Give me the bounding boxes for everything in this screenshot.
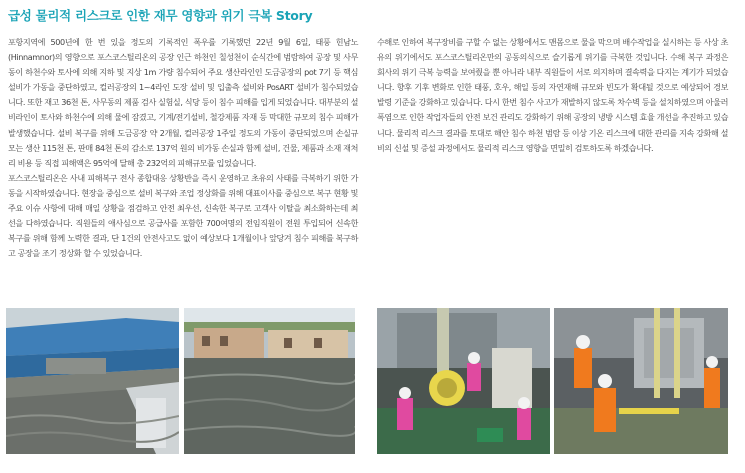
page-title: 급성 물리적 리스크로 인한 재무 영향과 위기 극복 Story bbox=[8, 8, 313, 23]
workers-cleaning-machinery-photo bbox=[377, 308, 550, 454]
body-paragraph: 포스코스틸리온은 사내 피해복구 전사 종합대응 상황반을 즉시 운영하고 초유의 사태를 극복하기 위한 가동을 시작하였습니다. 현장을 중심으로 설비 복구와 조업 정상화를 위해 대표이사를 중심으로 복구 현황 및 주요 이슈 사항에 대해 매일 상황을 점검하고 안전 최우선, 신속한 복구로 고객사 이탈을 최소화하는데 최선을 다하였습니다. 직원들의 애사심으로 공급사를 포함한 700여명의 전임직원이 전원 투입되어 신속한 복구를 위해 함께 노력한 결과, 단 1건의 안전사고도 없이 예상보다 1개월이나 앞당겨 침수 피해를 복구하고 공장을 조기 정상화 할 수 있었습니다. bbox=[8, 172, 358, 259]
right-column bbox=[377, 35, 728, 156]
workers-repairing-equipment-photo bbox=[554, 308, 728, 454]
flooded-factory-roof-photo bbox=[6, 308, 179, 454]
body-paragraph: 수해로 인하여 복구장비를 구할 수 없는 상황에서도 맨몸으로 물을 막으며 배수작업을 실시하는 등 사상 초유의 위기에서도 포스코스틸리온만의 공동의식으로 슬기롭게 위기를 극복한 것입니다. 수해 복구 과정은 회사의 위기 극복 능력을 보여줬을 뿐 아니라 내부 직원들이 서로 의지하며 결속력을 다지는 계기가 되었습니다. 향후 기후 변화로 인한 태풍, 호우, 해일 등의 자연재해 규모와 빈도가 확대될 것으로 예상되어 경보 발령 기준을 강화하고 있습니다. 다시 한번 침수 사고가 재발하지 않도록 차수벽 등을 설치하였으며 아울러 폭염으로 인한 작업자들의 안전 보건 관리도 강화하기 위해 공장의 냉방 시스템 효율 개선을 추진하고 있습니다. 물리적 리스크 결과를 토대로 해안 침수 하천 범람 등 이상 기온 리스크에 대한 관리를 지속 강화해 설비의 신설 및 증설 과정에서도 물리적 리스크 영향을 면밀히 검토하도록 하겠습니다. bbox=[377, 37, 728, 153]
body-paragraph: 포항지역에 500년에 한 번 있을 정도의 기록적인 폭우를 기록했던 22년 9월 6일, 태풍 힌남노(Hinnamnor)의 영향으로 포스코스틸리온의 공장 인근 하천인 칠성천이 순식간에 범람하여 공장 및 사무동이 하천수와 토사에 의해 지하 및 지상 1m 가량 침수되어 주요 생산라인인 도금공장의 pot 7기 등 핵심설비가 가동을 중단하였고, 컬러공장의 1~4라인 도장 설비 및 입출측 설비와 PosART 설비가 침수되었습니다. 또한 재고 36천 톤, 사무동의 제품 검사 실험실, 식당 등이 침수 피해를 입게 되었습니다. 대부분의 설비라인이 토사와 하천수에 의해 물에 잠겼고, 기계/전기설비, 철강제품 자재 등 막대한 규모의 침수 피해가 발생했습니다. 설비 복구를 위해 도금공장 약 2개월, 컬러공장 1주일 정도의 가동이 중단되었으며 손실규모는 생산 115천 톤, 판매 84천 톤의 감소로 137억 원의 비가동 손실과 함께 설비, 건물, 제품과 소재 재처리 비용 등 직접 피해액은 95억에 달해 총 232억의 피해규모를 입었습니다. bbox=[8, 37, 358, 168]
flooded-plant-yard-photo bbox=[184, 308, 355, 454]
left-column bbox=[8, 35, 358, 261]
